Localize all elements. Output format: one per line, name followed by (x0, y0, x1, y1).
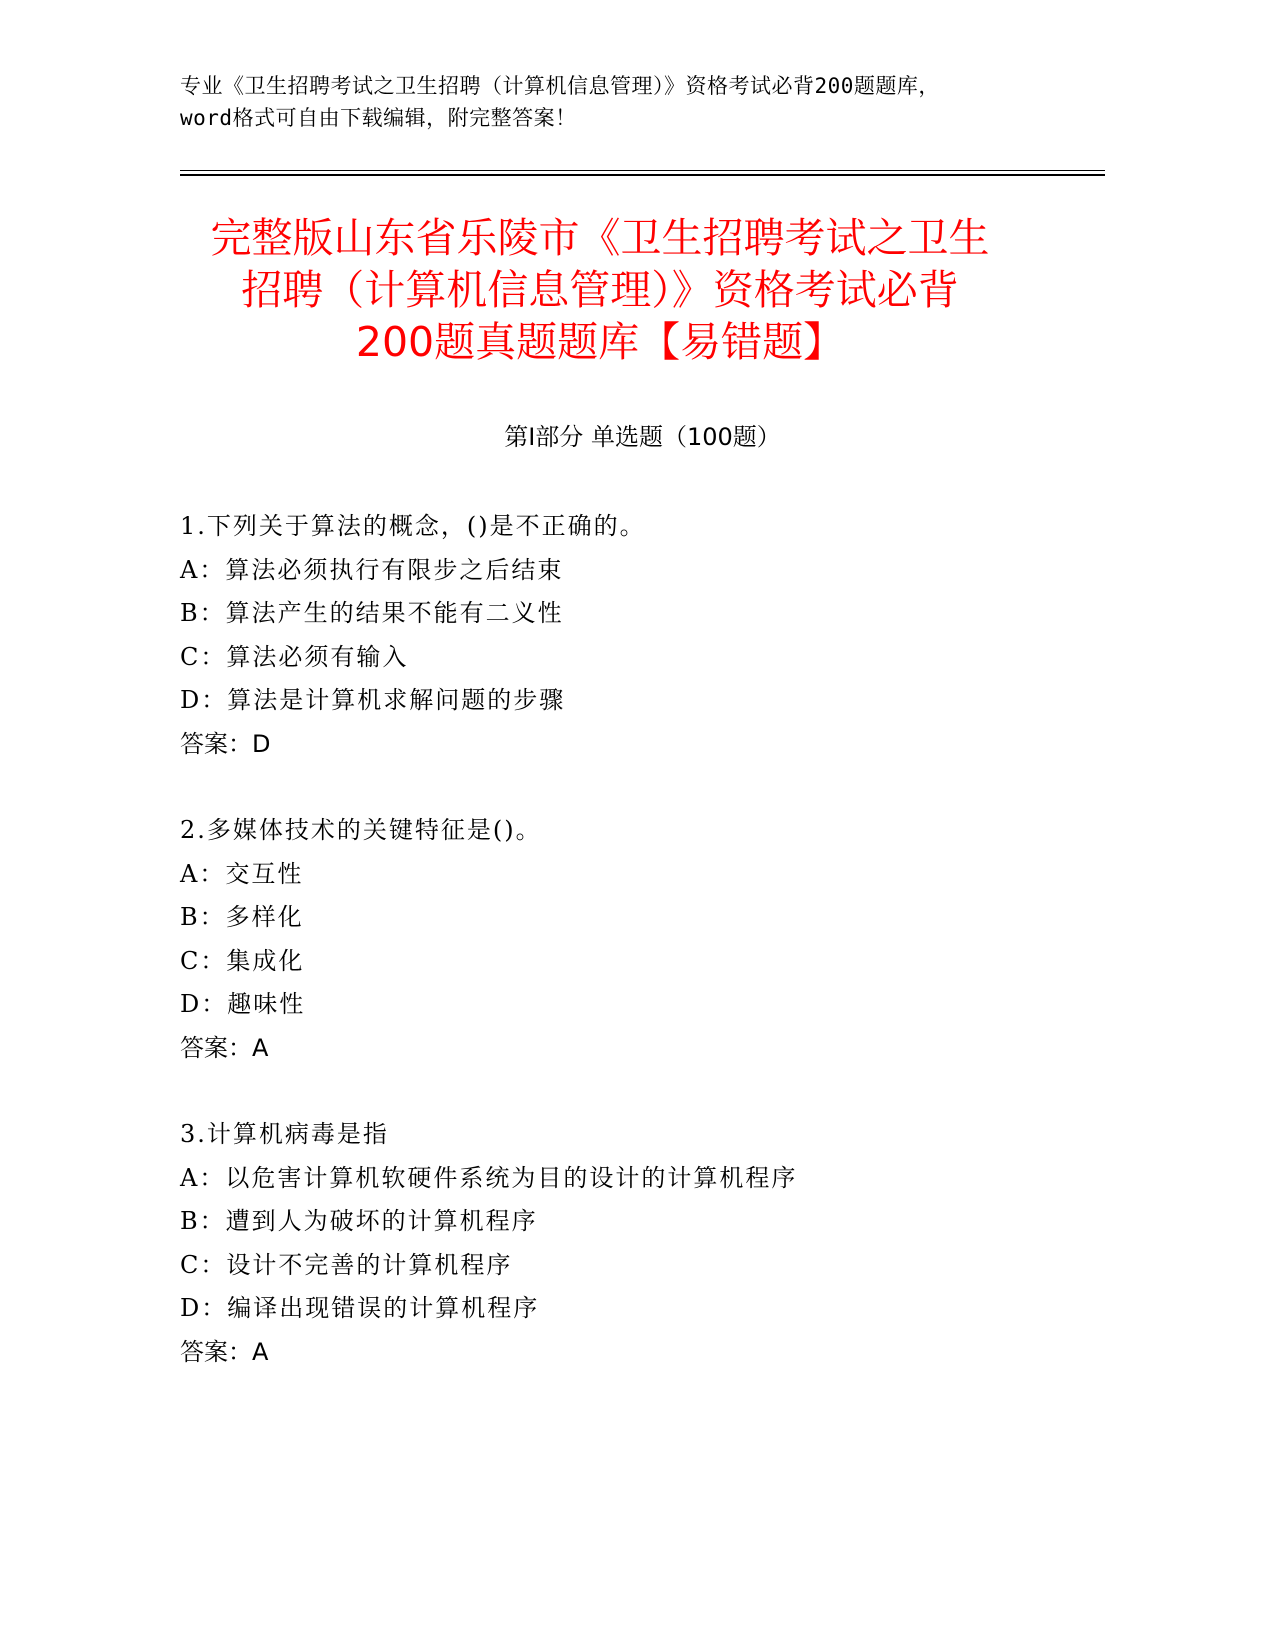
header-line-2: word格式可自由下载编辑，附完整答案！ (180, 106, 577, 130)
question-stem: 3.计算机病毒是指 (180, 1120, 389, 1148)
option-c: C：集成化 (180, 946, 305, 975)
answer-label: 答案：A (180, 1033, 269, 1062)
question-item (180, 505, 1105, 766)
answer-label: 答案：D (180, 729, 271, 758)
title-line-1: 完整版山东省乐陵市《卫生招聘考试之卫生 (210, 214, 990, 262)
question-stem: 2.多媒体技术的关键特征是()。 (180, 816, 542, 844)
answer-label: 答案：A (180, 1337, 269, 1366)
title-line-2: 招聘（计算机信息管理）》资格考试必背 (241, 266, 959, 314)
option-a: A：算法必须执行有限步之后结束 (180, 555, 564, 584)
section-heading: 第Ⅰ部分 单选题（100题） (504, 423, 781, 451)
question-item (180, 1113, 1105, 1374)
document-title (150, 212, 1050, 368)
header-line-1: 专业《卫生招聘考试之卫生招聘（计算机信息管理）》资格考试必背200题题库， (180, 74, 940, 98)
option-a: A：交互性 (180, 859, 304, 888)
option-b: B：遭到人为破坏的计算机程序 (180, 1207, 538, 1235)
title-line-3: 200题真题题库【易错题】 (355, 318, 845, 366)
option-b: B：算法产生的结果不能有二义性 (180, 599, 564, 627)
header-description (180, 70, 1110, 134)
option-d: D：编译出现错误的计算机程序 (180, 1294, 540, 1322)
option-c: C：算法必须有输入 (180, 642, 409, 671)
option-a: A：以危害计算机软硬件系统为目的设计的计算机程序 (180, 1163, 798, 1192)
question-list (180, 505, 1105, 1417)
question-stem: 1.下列关于算法的概念，()是不正确的。 (180, 512, 646, 540)
option-b: B：多样化 (180, 903, 304, 931)
question-item (180, 809, 1105, 1070)
option-c: C：设计不完善的计算机程序 (180, 1250, 513, 1279)
header-divider-thick (180, 174, 1105, 176)
option-d: D：算法是计算机求解问题的步骤 (180, 686, 566, 714)
header-divider-thin (180, 170, 1105, 171)
option-d: D：趣味性 (180, 990, 306, 1018)
